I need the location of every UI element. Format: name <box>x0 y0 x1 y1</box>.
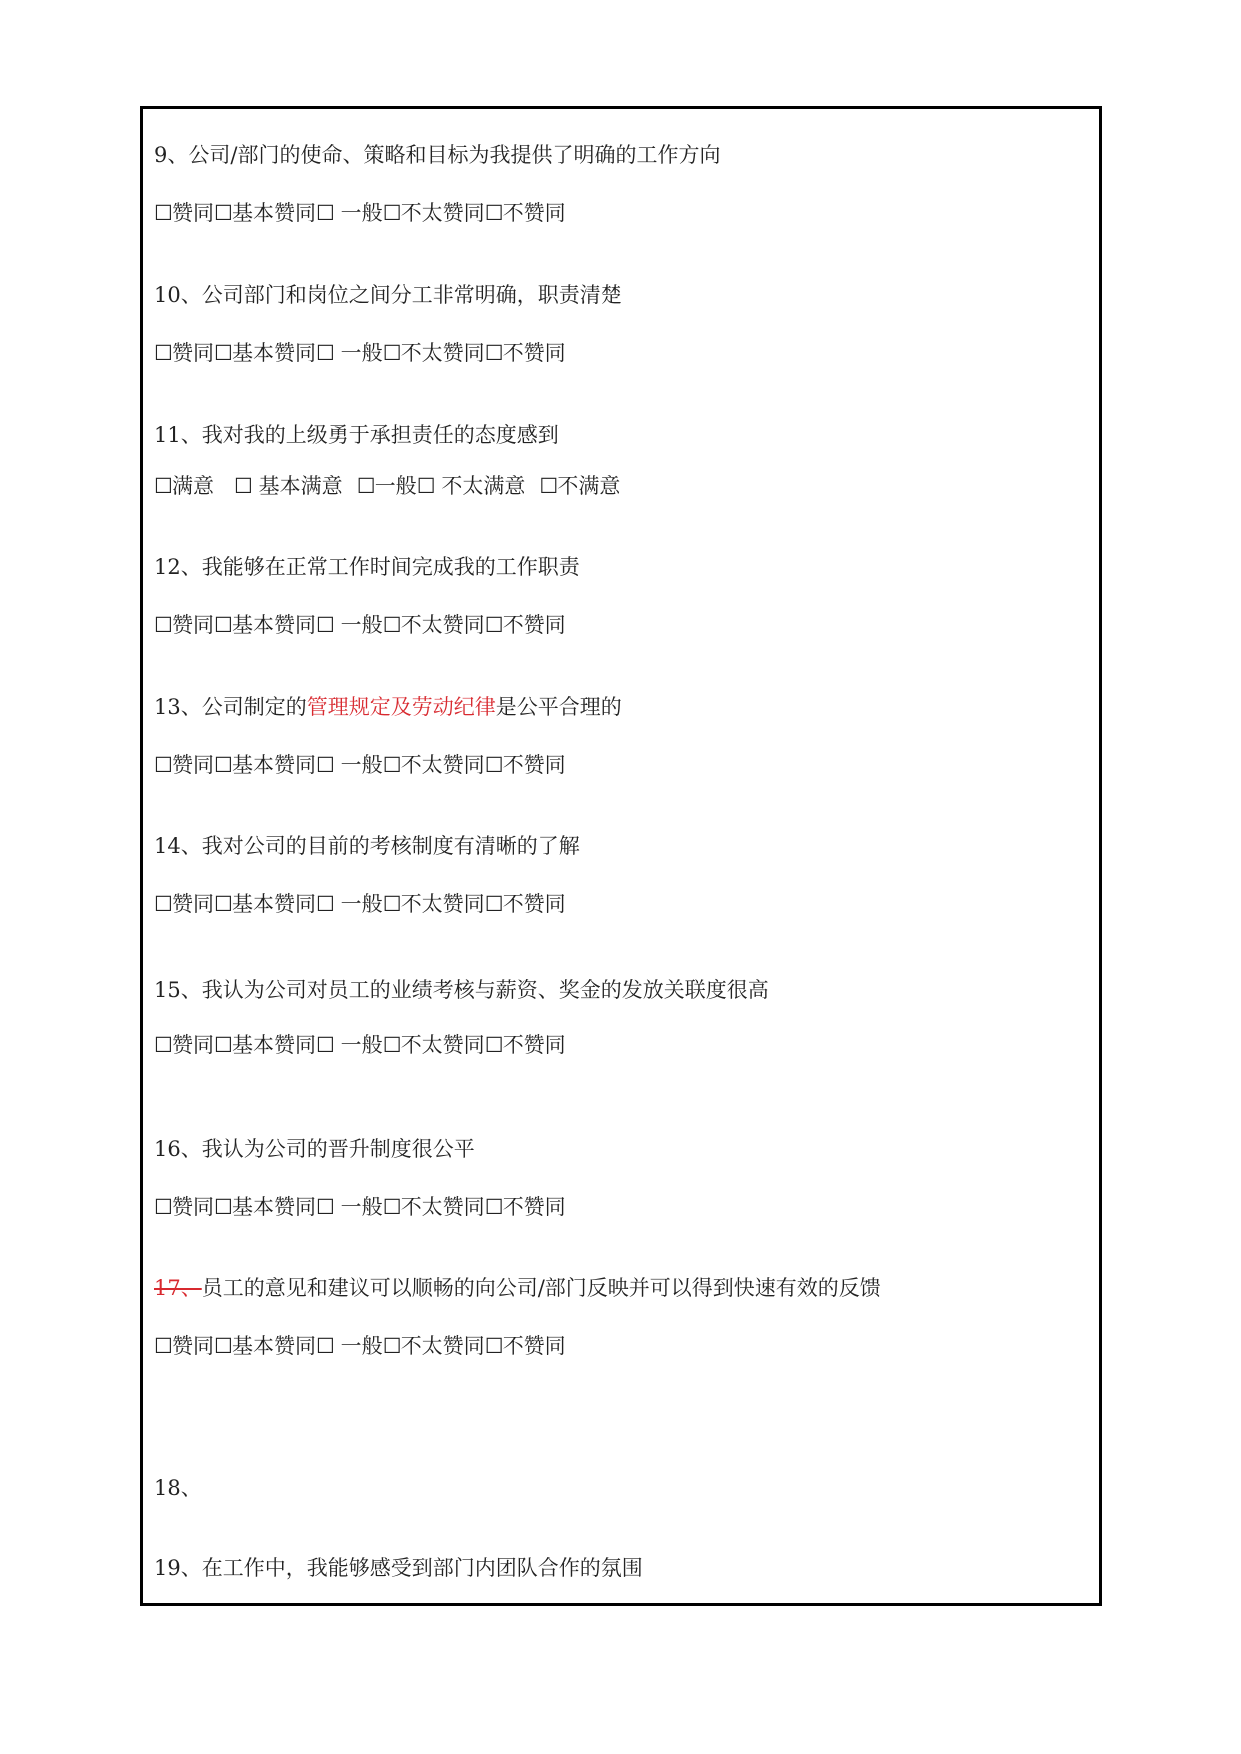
checkbox-icon[interactable]: ☐ <box>214 341 233 365</box>
option-basic-agree[interactable]: ☐基本赞同 <box>214 1195 316 1219</box>
checkbox-icon[interactable]: ☐ <box>356 474 376 498</box>
option-neutral[interactable]: ☐ 一般 <box>316 613 383 637</box>
question-number: 15、 <box>154 978 202 1002</box>
option-slightly-disagree[interactable]: ☐不太赞同 <box>382 753 485 777</box>
question-number: 13、 <box>154 695 202 719</box>
checkbox-icon[interactable]: ☐ <box>154 1334 173 1358</box>
option-slightly-dissatisfied[interactable]: ☐ 不太满意 <box>416 474 526 498</box>
question-number: 11、 <box>154 423 202 447</box>
checkbox-icon[interactable]: ☐ <box>316 753 335 777</box>
checkbox-icon[interactable]: ☐ <box>154 201 173 225</box>
checkbox-icon[interactable]: ☐ <box>154 474 173 498</box>
option-slightly-disagree[interactable]: ☐不太赞同 <box>382 341 485 365</box>
option-disagree[interactable]: ☐不赞同 <box>484 613 566 637</box>
option-disagree[interactable]: ☐不赞同 <box>484 341 566 365</box>
question-number: 19、 <box>154 1556 202 1580</box>
question-text: 我对我的上级勇于承担责任的态度感到 <box>201 423 559 447</box>
option-neutral[interactable]: ☐ 一般 <box>316 753 383 777</box>
option-basic-agree[interactable]: ☐基本赞同 <box>214 201 316 225</box>
checkbox-icon[interactable]: ☐ <box>382 892 402 916</box>
question-text: 在工作中，我能够感受到部门内团队合作的氛围 <box>201 1556 643 1580</box>
checkbox-icon[interactable]: ☐ <box>214 613 233 637</box>
question-number: 10、 <box>154 283 202 307</box>
question-number: 18、 <box>154 1476 202 1500</box>
checkbox-icon[interactable]: ☐ <box>539 474 559 498</box>
options-15 <box>154 1031 566 1059</box>
checkbox-icon[interactable]: ☐ <box>214 201 233 225</box>
option-disagree[interactable]: ☐不赞同 <box>484 892 566 916</box>
options-9 <box>154 199 566 227</box>
checkbox-icon[interactable]: ☐ <box>214 1334 233 1358</box>
option-slightly-disagree[interactable]: ☐不太赞同 <box>382 1195 485 1219</box>
checkbox-icon[interactable]: ☐ <box>382 1033 402 1057</box>
checkbox-icon[interactable]: ☐ <box>214 892 233 916</box>
question-17 <box>154 1274 881 1302</box>
options-11 <box>154 472 620 500</box>
option-disagree[interactable]: ☐不赞同 <box>484 1033 566 1057</box>
question-16 <box>154 1135 475 1163</box>
question-19 <box>154 1554 643 1582</box>
checkbox-icon[interactable]: ☐ <box>484 753 504 777</box>
option-disagree[interactable]: ☐不赞同 <box>484 201 566 225</box>
option-dissatisfied[interactable]: ☐不满意 <box>539 474 621 498</box>
option-satisfied[interactable]: ☐满意 <box>154 474 214 498</box>
option-basic-agree[interactable]: ☐基本赞同 <box>214 613 316 637</box>
option-neutral[interactable]: ☐ 一般 <box>316 1033 383 1057</box>
checkbox-icon[interactable]: ☐ <box>154 613 173 637</box>
option-basic-agree[interactable]: ☐基本赞同 <box>214 753 316 777</box>
option-agree[interactable]: ☐赞同 <box>154 613 214 637</box>
question-text: 公司/部门的使命、策略和目标为我提供了明确的工作方向 <box>188 143 721 167</box>
checkbox-icon[interactable]: ☐ <box>154 892 173 916</box>
option-agree[interactable]: ☐赞同 <box>154 1334 214 1358</box>
option-neutral[interactable]: ☐ 一般 <box>316 1195 383 1219</box>
checkbox-icon[interactable]: ☐ <box>484 1033 504 1057</box>
checkbox-icon[interactable]: ☐ <box>382 1334 402 1358</box>
option-agree[interactable]: ☐赞同 <box>154 201 214 225</box>
question-number: 12、 <box>154 555 202 579</box>
option-slightly-disagree[interactable]: ☐不太赞同 <box>382 201 485 225</box>
question-18 <box>154 1474 202 1502</box>
options-17 <box>154 1332 566 1360</box>
option-disagree[interactable]: ☐不赞同 <box>484 1334 566 1358</box>
checkbox-icon[interactable]: ☐ <box>234 474 253 498</box>
checkbox-icon[interactable]: ☐ <box>484 613 504 637</box>
option-basic-agree[interactable]: ☐基本赞同 <box>214 892 316 916</box>
option-agree[interactable]: ☐赞同 <box>154 341 214 365</box>
option-basic-agree[interactable]: ☐基本赞同 <box>214 1033 316 1057</box>
options-13 <box>154 751 566 779</box>
checkbox-icon[interactable]: ☐ <box>154 341 173 365</box>
checkbox-icon[interactable]: ☐ <box>316 201 335 225</box>
checkbox-icon[interactable]: ☐ <box>214 1033 233 1057</box>
question-text: 我认为公司的晋升制度很公平 <box>201 1137 475 1161</box>
question-number-struck: 17、 <box>154 1276 202 1300</box>
checkbox-icon[interactable]: ☐ <box>382 1195 402 1219</box>
options-12 <box>154 611 566 639</box>
options-16 <box>154 1193 566 1221</box>
option-slightly-disagree[interactable]: ☐不太赞同 <box>382 613 485 637</box>
checkbox-icon[interactable]: ☐ <box>316 1334 335 1358</box>
checkbox-icon[interactable]: ☐ <box>154 1195 173 1219</box>
checkbox-icon[interactable]: ☐ <box>316 1195 335 1219</box>
checkbox-icon[interactable]: ☐ <box>382 613 402 637</box>
option-basic-agree[interactable]: ☐基本赞同 <box>214 1334 316 1358</box>
checkbox-icon[interactable]: ☐ <box>484 341 504 365</box>
question-text: 员工的意见和建议可以顺畅的向公司/部门反映并可以得到快速有效的反馈 <box>201 1276 881 1300</box>
checkbox-icon[interactable]: ☐ <box>316 892 335 916</box>
checkbox-icon[interactable]: ☐ <box>484 1334 504 1358</box>
question-text: 我能够在正常工作时间完成我的工作职责 <box>201 555 580 579</box>
option-neutral[interactable]: ☐ 一般 <box>316 341 383 365</box>
question-text: 我对公司的目前的考核制度有清晰的了解 <box>201 834 580 858</box>
question-11 <box>154 421 559 449</box>
option-basic-agree[interactable]: ☐基本赞同 <box>214 341 316 365</box>
option-neutral[interactable]: ☐一般 <box>356 474 417 498</box>
option-neutral[interactable]: ☐ 一般 <box>316 892 383 916</box>
option-agree[interactable]: ☐赞同 <box>154 892 214 916</box>
option-disagree[interactable]: ☐不赞同 <box>484 1195 566 1219</box>
question-15 <box>154 976 769 1004</box>
options-10 <box>154 339 566 367</box>
question-9 <box>154 141 720 169</box>
option-slightly-disagree[interactable]: ☐不太赞同 <box>382 892 485 916</box>
checkbox-icon[interactable]: ☐ <box>382 753 402 777</box>
option-slightly-disagree[interactable]: ☐不太赞同 <box>382 1334 485 1358</box>
option-agree[interactable]: ☐赞同 <box>154 753 214 777</box>
option-slightly-disagree[interactable]: ☐不太赞同 <box>382 1033 485 1057</box>
question-13: 13、公司制定的管理规定及劳动纪律是公平合理的 <box>154 695 622 719</box>
checkbox-icon[interactable]: ☐ <box>214 753 233 777</box>
option-disagree[interactable]: ☐不赞同 <box>484 753 566 777</box>
checkbox-icon[interactable]: ☐ <box>382 341 402 365</box>
checkbox-icon[interactable]: ☐ <box>416 474 436 498</box>
question-14 <box>154 832 580 860</box>
question-number: 9、 <box>154 143 189 167</box>
checkbox-icon[interactable]: ☐ <box>316 1033 335 1057</box>
option-agree[interactable]: ☐赞同 <box>154 1033 214 1057</box>
checkbox-icon[interactable]: ☐ <box>484 1195 504 1219</box>
question-text: 我认为公司对员工的业绩考核与薪资、奖金的发放关联度很高 <box>201 978 769 1002</box>
question-10 <box>154 281 622 309</box>
option-neutral[interactable]: ☐ 一般 <box>316 201 383 225</box>
question-number: 16、 <box>154 1137 202 1161</box>
question-12 <box>154 553 580 581</box>
question-number: 14、 <box>154 834 202 858</box>
checkbox-icon[interactable]: ☐ <box>484 892 504 916</box>
checkbox-icon[interactable]: ☐ <box>316 341 335 365</box>
question-text: 公司部门和岗位之间分工非常明确，职责清楚 <box>201 283 622 307</box>
checkbox-icon[interactable]: ☐ <box>382 201 402 225</box>
option-basic-satisfied[interactable]: ☐ 基本满意 <box>234 474 343 498</box>
option-neutral[interactable]: ☐ 一般 <box>316 1334 383 1358</box>
checkbox-icon[interactable]: ☐ <box>214 1195 233 1219</box>
checkbox-icon[interactable]: ☐ <box>316 613 335 637</box>
checkbox-icon[interactable]: ☐ <box>154 1033 173 1057</box>
checkbox-icon[interactable]: ☐ <box>484 201 504 225</box>
options-14 <box>154 890 566 918</box>
checkbox-icon[interactable]: ☐ <box>154 753 173 777</box>
option-agree[interactable]: ☐赞同 <box>154 1195 214 1219</box>
highlighted-text: 管理规定及劳动纪律 <box>306 695 496 719</box>
